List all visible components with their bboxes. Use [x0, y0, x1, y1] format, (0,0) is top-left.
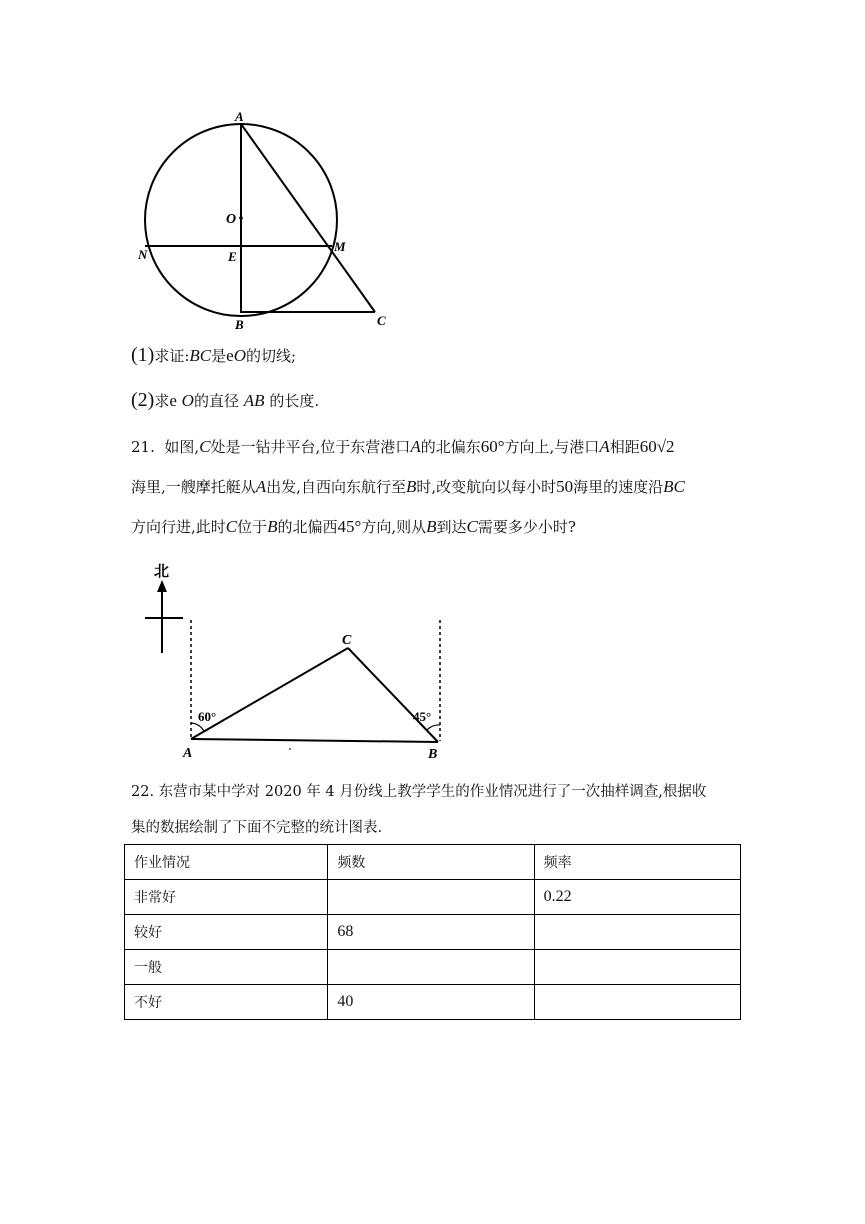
- table-row: [125, 985, 741, 1020]
- table-cell: [534, 950, 740, 985]
- angle-arc-b: [427, 725, 440, 730]
- label-e: E: [228, 249, 237, 264]
- table-row: [125, 950, 741, 985]
- label-n: N: [138, 247, 148, 262]
- q21-line3: 方向行进,此时C位于B的北偏西45°方向,则从B到达C需要多少小时?: [131, 517, 576, 536]
- q20-part1: (1)求证:BC是eO的切线;: [131, 344, 297, 366]
- table-cell: 不好: [125, 985, 328, 1020]
- table-row: [125, 880, 741, 915]
- segment-ac: [191, 648, 348, 739]
- table-header-cell: 频数: [328, 845, 534, 880]
- table-cell: 一般: [125, 950, 328, 985]
- q21-line1: 21. 如图,C处是一钻井平台,位于东营港口A的北偏东60°方向上,与港口A相距60√2: [131, 437, 675, 456]
- table-cell: [328, 950, 534, 985]
- table-cell: 0.22: [534, 880, 740, 915]
- table-cell: [534, 915, 740, 950]
- label-o: O: [226, 212, 237, 227]
- table-header-cell: 频率: [534, 845, 740, 880]
- label-b: B: [235, 317, 244, 332]
- table-cell: 40: [328, 985, 534, 1020]
- segment-cb: [348, 648, 438, 742]
- stray-dot: [289, 748, 291, 750]
- angle-a-label: 60°: [198, 709, 217, 724]
- table-cell: 非常好: [125, 880, 328, 915]
- q21-line2: 海里,一艘摩托艇从A出发,自西向东航行至B时,改变航向以每小时50海里的速度沿BC: [131, 477, 685, 496]
- table-header-cell: 作业情况: [125, 845, 328, 880]
- table-cell: 较好: [125, 915, 328, 950]
- north-arrow-head: [157, 580, 167, 592]
- label-a: A: [235, 109, 244, 124]
- q22-line1: 22. 东营市某中学对 2020 年 4 月份线上教学学生的作业情况进行了一次抽样调查,根据收: [131, 784, 707, 800]
- table-cell: [534, 985, 740, 1020]
- q20-part2: (2)求e O的直径 AB 的长度.: [131, 389, 320, 411]
- table-row: [125, 915, 741, 950]
- table-cell: 68: [328, 915, 534, 950]
- navigation-figure: [140, 558, 460, 763]
- stats-table: [124, 844, 741, 1020]
- label-b: B: [428, 747, 438, 762]
- segment-ab: [191, 739, 438, 742]
- center-dot: [239, 216, 243, 220]
- q22-line2: 集的数据绘制了下面不完整的统计图表.: [131, 820, 383, 836]
- circle-figure: [132, 104, 402, 334]
- label-m: M: [334, 239, 346, 254]
- table-cell: [328, 880, 534, 915]
- label-a: A: [183, 746, 193, 761]
- angle-arc-a: [191, 723, 204, 731]
- table-header-row: [125, 845, 741, 880]
- angle-b-label: 45°: [413, 709, 432, 724]
- label-c: C: [342, 633, 352, 648]
- label-c: C: [377, 313, 386, 328]
- north-label: 北: [154, 562, 170, 580]
